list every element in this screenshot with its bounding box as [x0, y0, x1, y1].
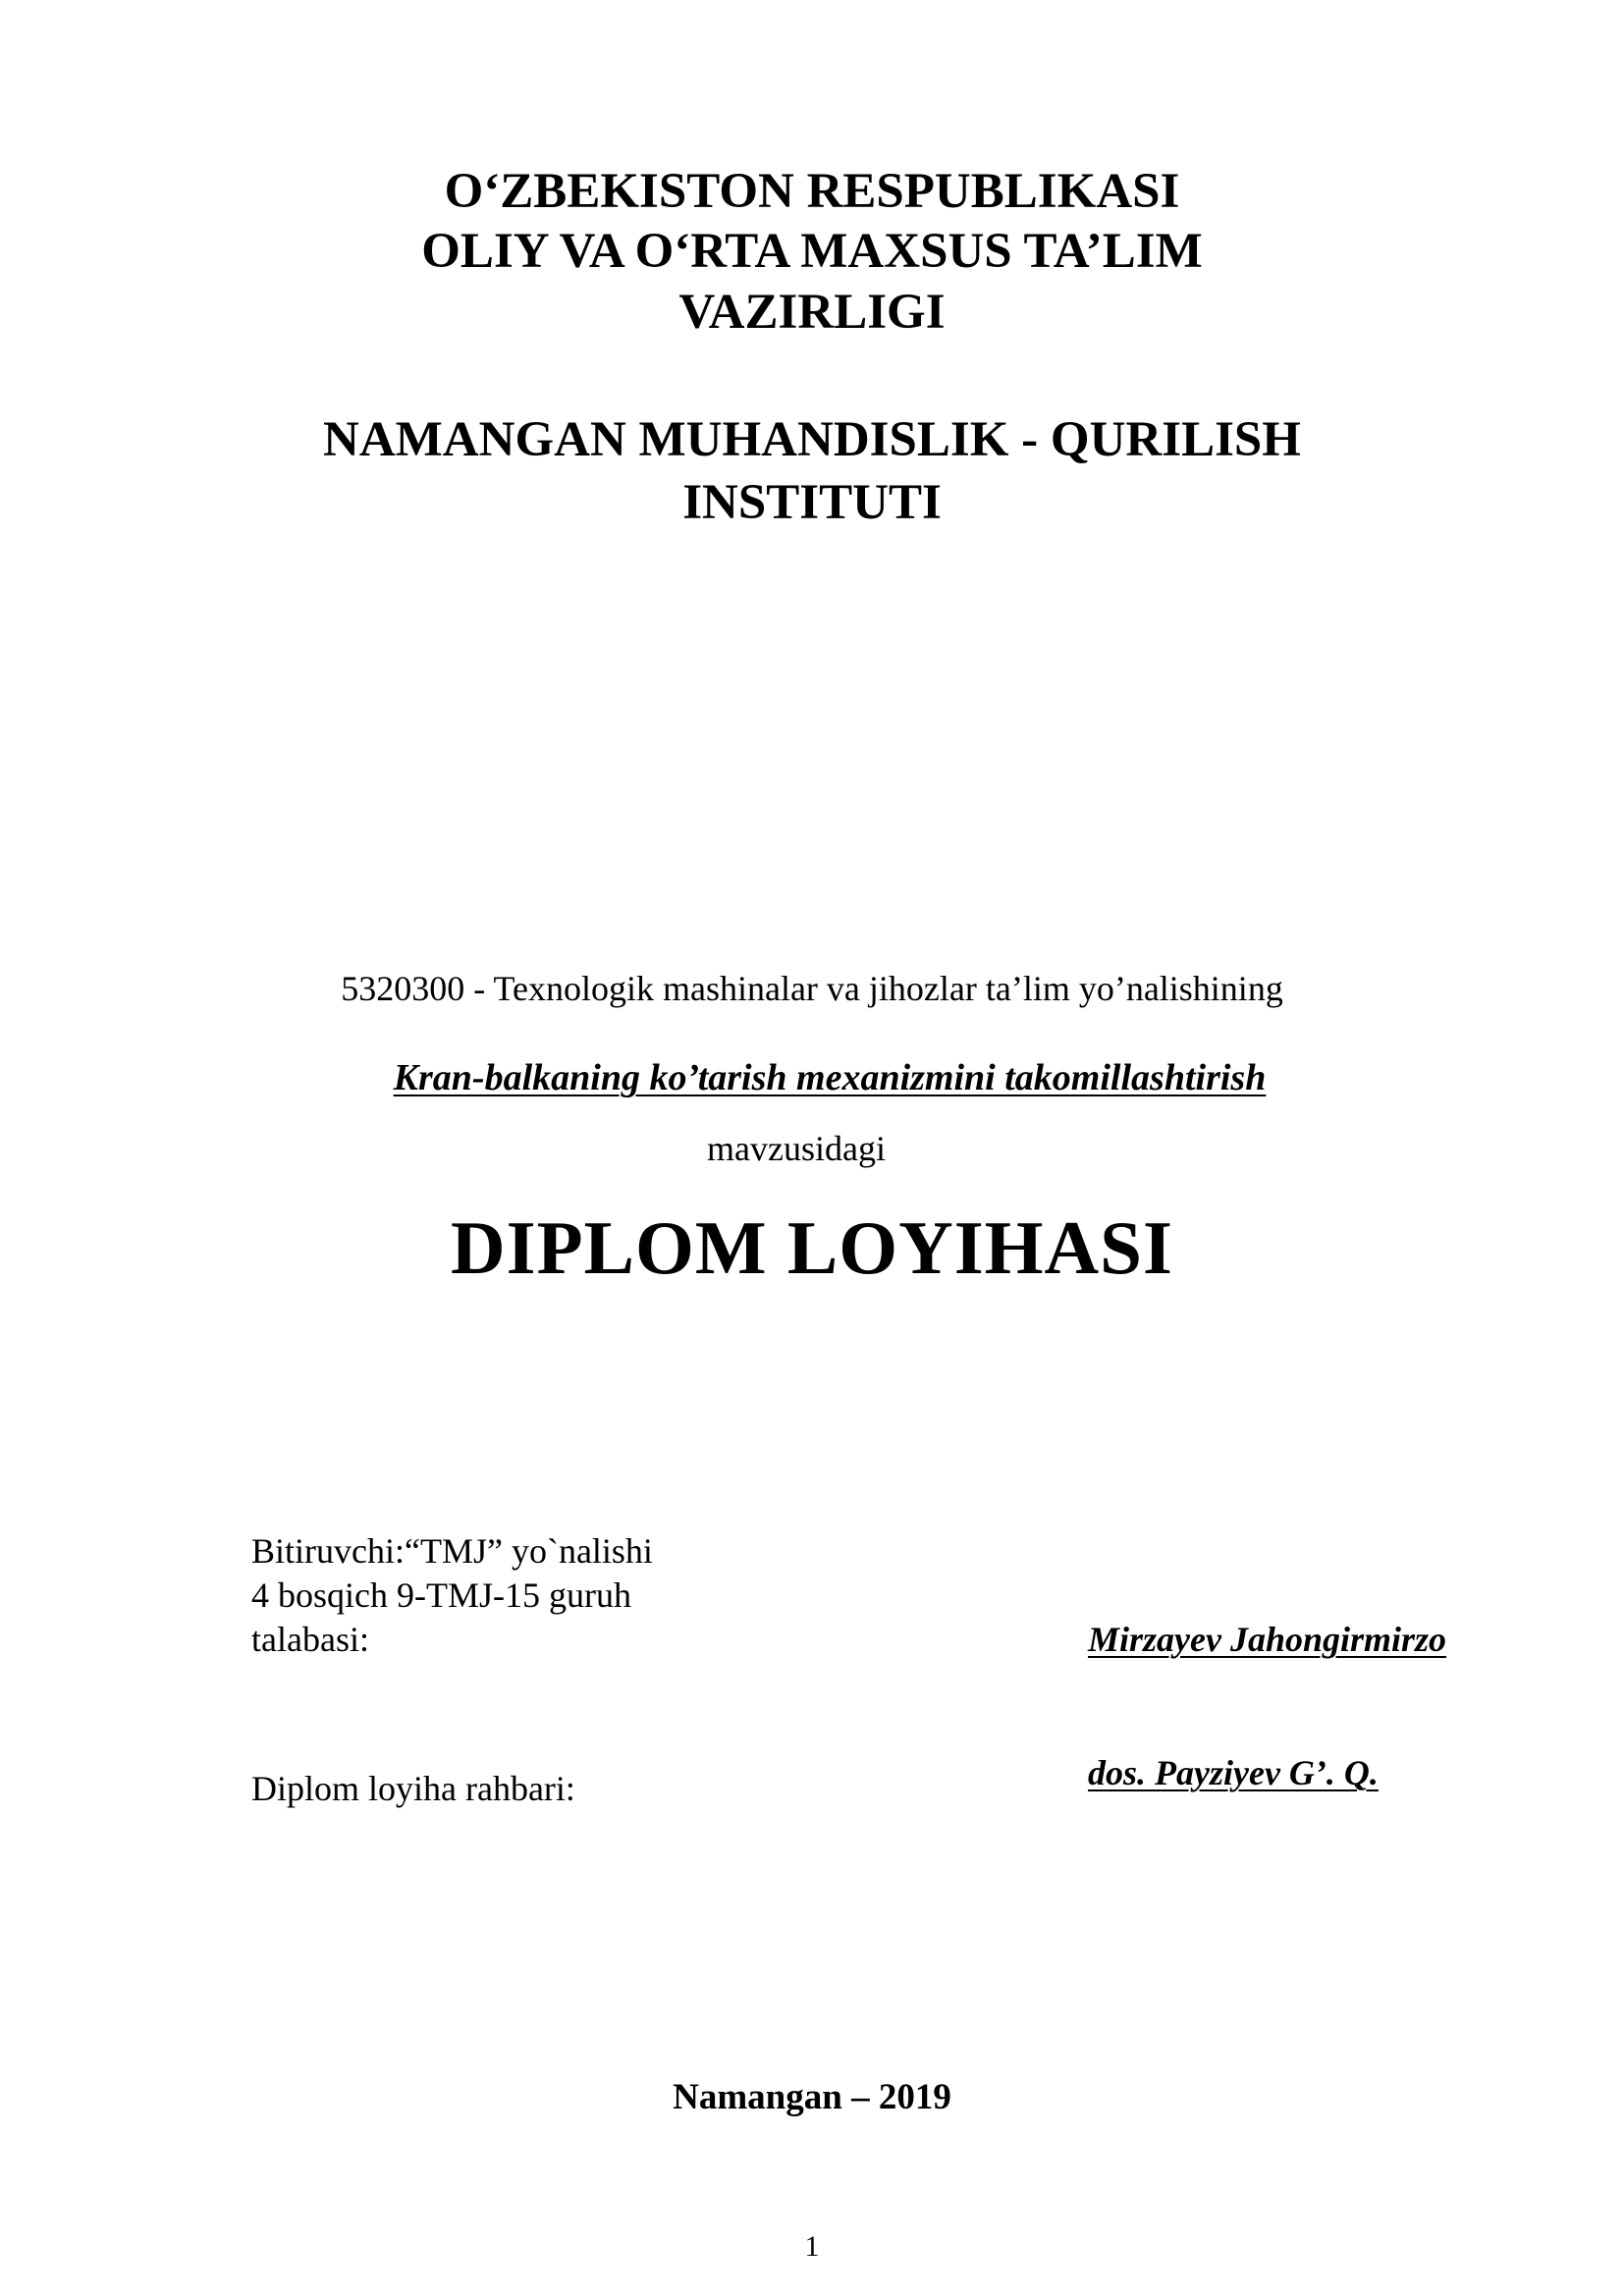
topic-suffix: mavzusidagi	[707, 1129, 886, 1168]
graduate-label-line-2: 4 bosqich 9-TMJ-15 guruh	[251, 1575, 631, 1615]
ministry-title-line-1: O‘ZBEKISTON RESPUBLIKASI	[444, 164, 1180, 219]
student-name: Mirzayev Jahongirmirzo	[1088, 1620, 1447, 1659]
ministry-title-line-2: OLIY VA O‘RTA MAXSUS TA’LIM	[421, 224, 1203, 279]
graduate-label-line-3: talabasi:	[251, 1620, 369, 1659]
supervisor-label: Diplom loyiha rahbari:	[251, 1769, 575, 1808]
graduate-label-line-1: Bitiruvchi:“TMJ” yo`nalishi	[251, 1531, 653, 1571]
city-year: Namangan – 2019	[673, 2077, 951, 2117]
ministry-title-line-3: VAZIRLIGI	[678, 285, 946, 340]
document-title: DIPLOM LOYIHASI	[451, 1205, 1173, 1290]
institute-title-line-2: INSTITUTI	[682, 475, 942, 530]
institute-title-line-1: NAMANGAN MUHANDISLIK - QURILISH	[323, 412, 1301, 467]
specialty-line: 5320300 - Texnologik mashinalar va jihozlar ta’lim yo’nalishining	[341, 969, 1283, 1008]
project-topic: Kran-balkaning ko’tarish mexanizmini takomillashtirish	[393, 1057, 1267, 1098]
page-number: 1	[804, 2230, 820, 2263]
supervisor-name: dos. Payziyev G’. Q.	[1088, 1753, 1379, 1792]
